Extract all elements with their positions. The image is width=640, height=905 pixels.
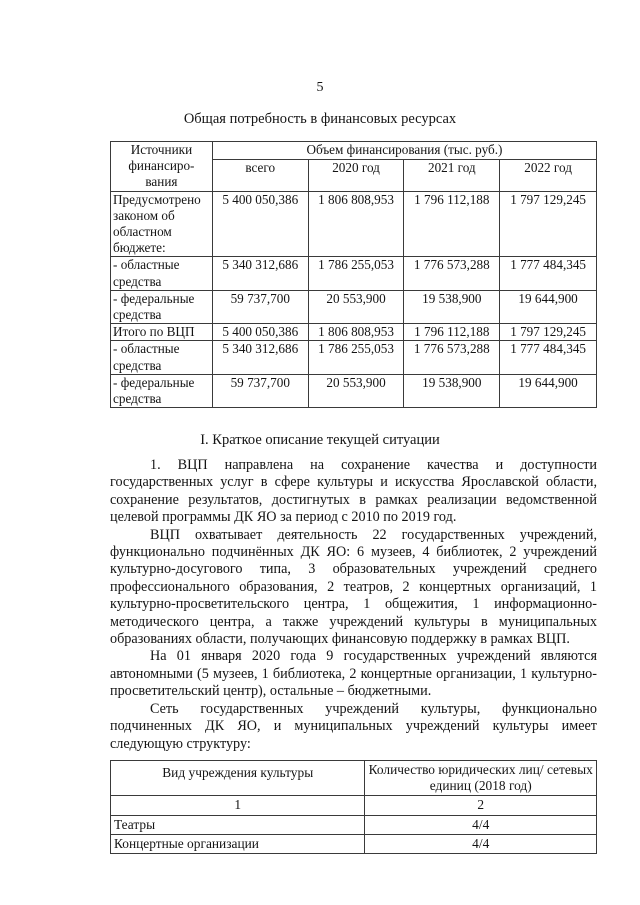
institution-table [110,760,597,854]
row-label: - федеральные средства [111,374,213,407]
cell-type: Театры [111,815,365,834]
cell-2020: 1 786 255,053 [308,257,404,290]
cell-type: Концертные организации [111,834,365,853]
header-total: всего [212,159,308,191]
header-count: Количество юридических лиц/ сетевых единиц (2018 год) [365,761,597,796]
row-label: - областные средства [111,257,213,290]
section-heading: I. Краткое описание текущей ситуации [200,432,440,448]
row-label: - областные средства [111,341,213,374]
table-row [111,290,597,323]
header-2021: 2021 год [404,159,500,191]
finance-heading: Общая потребность в финансовых ресурсах [183,111,457,127]
cell-total: 5 400 050,386 [212,324,308,341]
table-row [111,324,597,341]
header-type: Вид учреждения культуры [111,761,365,796]
row-label: Итого по ВЦП [111,324,213,341]
paragraph: ВЦП охватывает деятельность 22 государственных учреждений, функционально подчинённых ДК ЯО: 6 музеев, 4 библиотек, 2 учреждений культурно-досугового типа, 3 образовательных учреждений среднего профессионального образования, 2 театров, 2 концертных организаций, 1 культурно-просветительского центра, 1 общежития, 1 информационно-методического центра, а также учреждений культуры в муниципальных образованиях области, получающих финансовую поддержку в рамках ВЦП. [110,526,597,648]
table-row [111,341,597,374]
header-volume: Объем финансирования (тыс. руб.) [212,142,596,160]
cell-2021: 19 538,900 [404,290,500,323]
cell-2022: 1 797 129,245 [500,324,597,341]
table-number-row [111,796,597,815]
cell-2022: 19 644,900 [500,290,597,323]
cell-count: 4/4 [365,815,597,834]
cell-2020: 20 553,900 [308,374,404,407]
cell-2022: 1 777 484,345 [500,341,597,374]
cell-2022: 1 797 129,245 [500,191,597,257]
table-row [111,374,597,407]
cell-2020: 1 786 255,053 [308,341,404,374]
cell-total: 5 340 312,686 [212,341,308,374]
cell-2022: 19 644,900 [500,374,597,407]
page-number: 5 [316,80,324,95]
header-source: Источники финансиро-вания [111,142,213,192]
cell-2020: 1 806 808,953 [308,191,404,257]
table-row [111,834,597,853]
cell-total: 59 737,700 [212,290,308,323]
cell-2021: 1 776 573,288 [404,257,500,290]
body-text [110,457,597,753]
cell-total: 5 340 312,686 [212,257,308,290]
cell-2022: 1 777 484,345 [500,257,597,290]
paragraph: 1. ВЦП направлена на сохранение качества и доступности государственных услуг в сфере культуры и искусства Ярославской области, сохранение результатов, достигнутых в рамках реализации ведомственной целевой программы ДК ЯО за период с 2010 по 2019 год. [110,457,597,526]
cell-count: 4/4 [365,834,597,853]
row-label: Предусмотрено законом об областном бюджете: [111,191,213,257]
table-header-row [111,142,597,160]
header-2022: 2022 год [500,159,597,191]
table-row [111,815,597,834]
table-row [111,257,597,290]
column-number: 2 [365,796,597,815]
cell-2020: 1 806 808,953 [308,324,404,341]
paragraph: Сеть государственных учреждений культуры, функционально подчиненных ДК ЯО, и муниципальных учреждений культуры имеет следующую структуру: [110,700,597,752]
cell-2021: 1 796 112,188 [404,324,500,341]
cell-2020: 20 553,900 [308,290,404,323]
column-number: 1 [111,796,365,815]
cell-2021: 19 538,900 [404,374,500,407]
cell-2021: 1 796 112,188 [404,191,500,257]
table-row [111,191,597,257]
cell-total: 5 400 050,386 [212,191,308,257]
cell-2021: 1 776 573,288 [404,341,500,374]
table-header-row [111,761,597,796]
finance-table [110,141,597,408]
paragraph: На 01 января 2020 года 9 государственных учреждений являются автономными (5 музеев, 1 библиотека, 2 концертные организации, 1 культурно-просветительский центр), остальные – бюджетными. [110,648,597,700]
header-2020: 2020 год [308,159,404,191]
cell-total: 59 737,700 [212,374,308,407]
row-label: - федеральные средства [111,290,213,323]
